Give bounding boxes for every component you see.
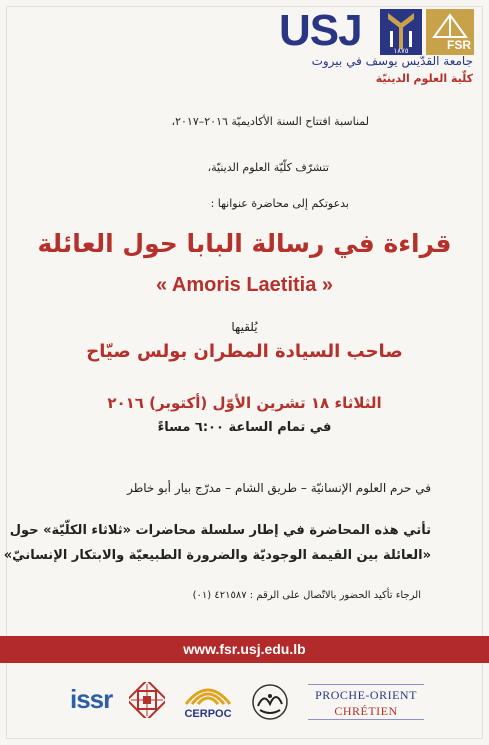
proche-orient-chretien-logo <box>308 684 424 720</box>
faculty-name: كلّية العلوم الدينيّة <box>375 72 473 85</box>
series-line-2: «العائلة بين القيمة الوجوديّة والضرورة الطبيعيّة والابتكار الإنسانيّ» <box>3 548 431 563</box>
calligraphy-seal-icon <box>250 682 290 722</box>
fsr-emblem-icon <box>426 11 474 41</box>
fsr-label: FSR <box>447 38 471 52</box>
lecture-title: قراءة في رسالة البابا حول العائلة <box>37 229 452 258</box>
university-name: جامعة القدّيس يوسف في بيروت <box>311 54 473 68</box>
usj-crest-icon <box>380 9 422 55</box>
given-by-label: يُلقيها <box>231 320 258 334</box>
crest-year: ١٨٧٥ <box>393 47 409 55</box>
website-link[interactable]: www.fsr.usj.edu.lb <box>183 641 306 657</box>
cerpoc-arc-icon <box>182 680 234 706</box>
usj-logo: USJ <box>279 6 362 55</box>
poc-line-1: PROCHE-ORIENT <box>315 688 417 702</box>
invite-text: بدعوتكم إلى محاضرة عنوانها : <box>210 197 349 210</box>
occasion-text: لمناسبة افتتاح السنة الأكاديميّة ٢٠١٦–٢٠١٧، <box>171 115 369 128</box>
issr-logo: issr <box>70 684 113 714</box>
rsvp-text: الرجاء تأكيد الحضور بالاتّصال على الرقم : ٤٢١٥٨٧ (٠١) <box>192 590 421 601</box>
event-venue: في حرم العلوم الإنسانيّة – طريق الشام – مدرّج بيار أبو خاطر <box>127 481 431 495</box>
fsr-logo <box>426 9 474 55</box>
cerpoc-label: CERPOC <box>184 708 232 720</box>
poc-line-2: CHRÉTIEN <box>334 704 398 718</box>
lecture-subtitle: « Amoris Laetitia » <box>155 274 334 296</box>
event-date: الثلاثاء ١٨ تشرين الأوّل (أكتوبر) ٢٠١٦ <box>107 394 382 412</box>
honored-text: تتشرّف كلّيّة العلوم الدينيّة، <box>207 161 329 174</box>
series-line-1: تأتي هذه المحاضرة في إطار سلسلة محاضرات «ثلاثاء الكلّيّة» حول <box>9 523 431 538</box>
footer-bar <box>0 636 489 663</box>
speaker-name: صاحب السيادة المطران بولس صيّاح <box>86 341 403 362</box>
ornament-logo-icon <box>129 682 165 718</box>
event-time: في تمام الساعة ٦:٠٠ مساءً <box>157 420 332 435</box>
